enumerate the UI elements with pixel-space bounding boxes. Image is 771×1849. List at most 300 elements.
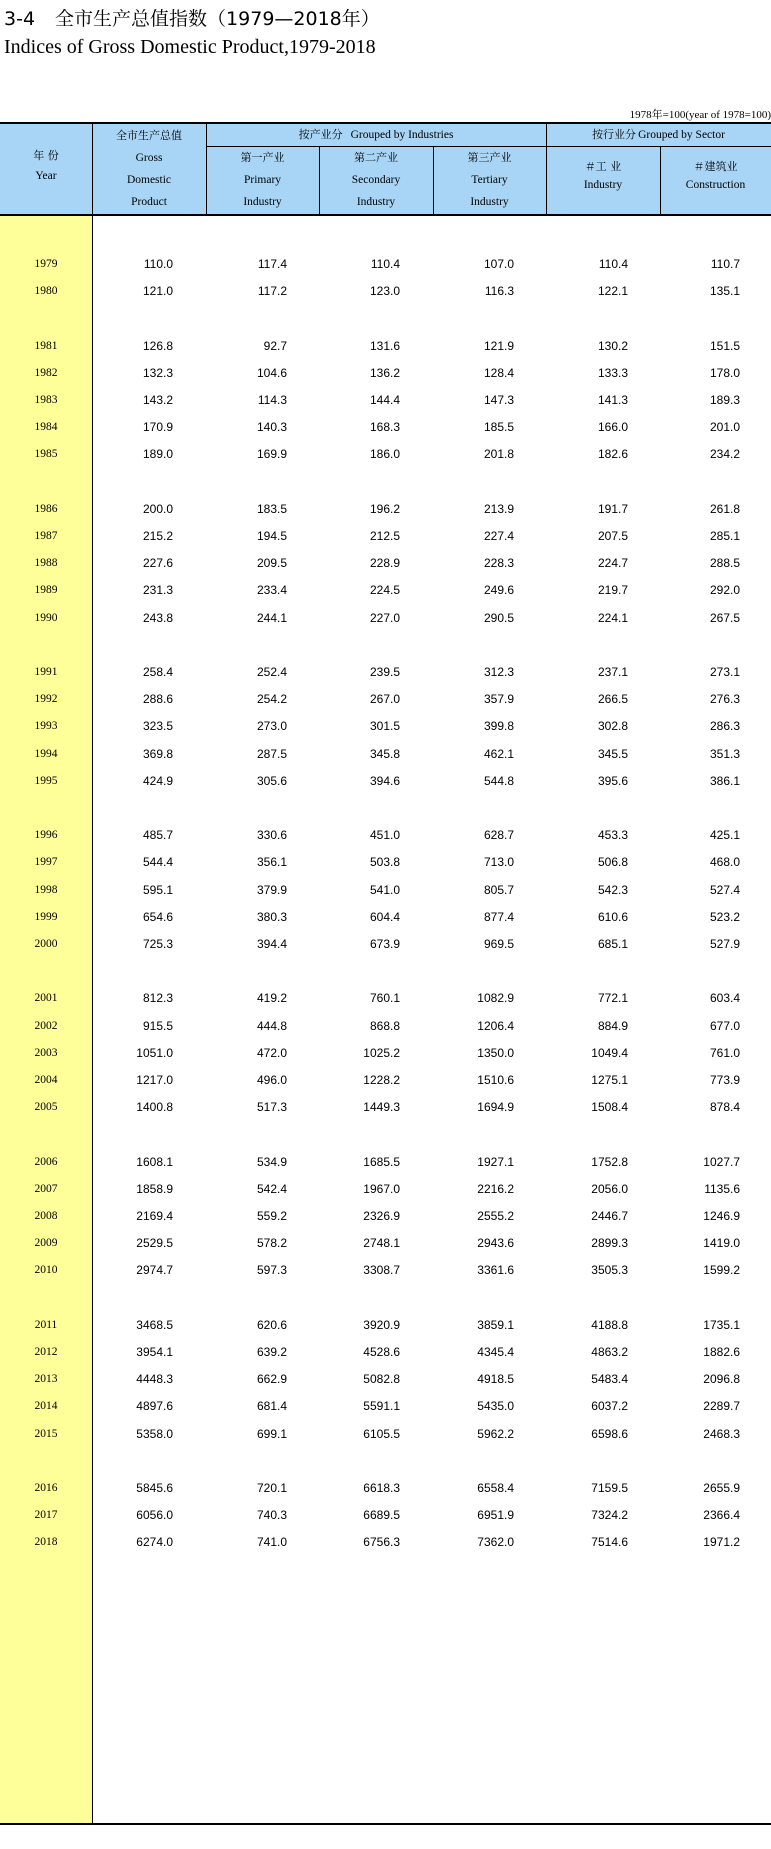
- value-cell: 772.1: [597, 991, 628, 1006]
- value-cell: 1049.4: [591, 1045, 628, 1060]
- year-cell: 2002: [34, 1019, 58, 1032]
- table-row: [0, 281, 771, 301]
- value-cell: 1510.6: [477, 1073, 514, 1087]
- year-cell: 2005: [34, 1101, 58, 1114]
- value-cell: 662.9: [256, 1372, 287, 1387]
- value-cell: 151.5: [709, 338, 740, 353]
- value-cell: 219.7: [597, 583, 628, 598]
- year-cell: 1995: [34, 774, 58, 787]
- value-cell: 1967.0: [363, 1181, 400, 1196]
- value-cell: 503.8: [369, 855, 400, 870]
- value-cell: 6598.6: [591, 1426, 628, 1441]
- value-cell: 201.8: [483, 447, 514, 462]
- header-group-industries-en: Grouped by Industries: [350, 129, 454, 141]
- year-cell: 1987: [34, 530, 58, 542]
- value-cell: 395.6: [597, 773, 628, 788]
- table-title-cn-text: 全市生产总值指数（1979—2018年）: [55, 8, 380, 30]
- year-cell: 2001: [34, 992, 58, 1005]
- value-cell: 128.4: [483, 365, 514, 380]
- year-cell: 1979: [34, 258, 58, 270]
- value-cell: 110.4: [598, 257, 628, 271]
- value-cell: 121.9: [483, 338, 514, 353]
- table-row: [0, 1043, 771, 1063]
- year-cell: 1988: [34, 557, 58, 570]
- value-cell: 386.1: [709, 773, 740, 788]
- header-gdp-en3: Product: [131, 196, 167, 208]
- value-cell: 2655.9: [703, 1481, 740, 1495]
- value-cell: 485.7: [142, 828, 173, 843]
- table-row: [0, 336, 771, 356]
- value-cell: 234.2: [709, 447, 740, 462]
- value-cell: 604.4: [369, 909, 400, 924]
- value-cell: 1752.8: [591, 1154, 628, 1169]
- value-cell: 425.1: [709, 828, 740, 843]
- value-cell: 542.4: [256, 1181, 287, 1196]
- value-cell: 399.8: [483, 719, 514, 734]
- header-tertiary-en1: Tertiary: [471, 174, 508, 186]
- year-cell: 1985: [34, 448, 58, 461]
- value-cell: 182.6: [597, 447, 628, 462]
- value-cell: 3468.5: [136, 1317, 173, 1332]
- header-group-sector-cn: 按行业分: [592, 128, 637, 141]
- base-year-note: 1978年=100(year of 1978=100): [629, 109, 771, 121]
- value-cell: 1135.6: [704, 1181, 740, 1196]
- value-cell: 1027.7: [703, 1154, 740, 1169]
- year-cell: 2000: [34, 938, 58, 950]
- header-tertiary-en2: Industry: [470, 196, 509, 208]
- value-cell: 191.7: [597, 501, 628, 516]
- value-cell: 252.4: [256, 665, 287, 679]
- value-cell: 1051.0: [136, 1045, 173, 1060]
- value-cell: 761.0: [709, 1045, 740, 1060]
- header-construction-cn: ＃建筑业: [693, 160, 738, 173]
- header-industry-en: Industry: [583, 179, 623, 191]
- value-cell: 812.3: [142, 991, 173, 1006]
- value-cell: 7514.6: [591, 1535, 628, 1550]
- value-cell: 3505.3: [591, 1263, 628, 1278]
- table-row: [0, 580, 771, 600]
- year-cell: 1983: [34, 394, 58, 406]
- value-cell: 878.4: [709, 1100, 740, 1115]
- value-cell: 915.5: [142, 1018, 173, 1033]
- value-cell: 5591.1: [363, 1399, 400, 1414]
- table-row: [0, 934, 771, 954]
- value-cell: 1694.9: [477, 1100, 514, 1115]
- header-secondary: [319, 147, 433, 213]
- year-cell: 1993: [34, 720, 58, 733]
- value-cell: 110.4: [370, 257, 400, 271]
- value-cell: 1685.5: [363, 1154, 400, 1169]
- value-cell: 178.0: [709, 365, 740, 380]
- value-cell: 209.5: [256, 556, 287, 571]
- value-cell: 720.1: [256, 1481, 287, 1495]
- value-cell: 6274.0: [136, 1535, 173, 1550]
- value-cell: 5358.0: [136, 1426, 173, 1441]
- value-cell: 3859.1: [477, 1317, 514, 1332]
- table-row: [0, 852, 771, 872]
- value-cell: 1082.9: [477, 991, 514, 1006]
- value-cell: 141.3: [597, 393, 628, 407]
- table-number: 3-4: [4, 8, 36, 30]
- value-cell: 290.5: [483, 610, 514, 625]
- table-row: [0, 880, 771, 900]
- value-cell: 1025.2: [363, 1045, 400, 1060]
- year-cell: 2003: [34, 1046, 58, 1059]
- table-row: [0, 1342, 771, 1362]
- value-cell: 5845.6: [136, 1481, 173, 1495]
- table-title-chinese: [4, 4, 380, 31]
- value-cell: 394.6: [369, 773, 400, 788]
- value-cell: 213.9: [483, 501, 514, 516]
- value-cell: 305.6: [256, 773, 287, 788]
- year-cell: 1998: [34, 883, 58, 896]
- value-cell: 196.2: [369, 501, 400, 516]
- table-row: [0, 1260, 771, 1280]
- table-row: [0, 1070, 771, 1090]
- header-secondary-cn: 第二产业: [354, 151, 398, 164]
- value-cell: 544.8: [483, 773, 514, 788]
- value-cell: 104.6: [256, 365, 287, 380]
- table-row: [0, 825, 771, 845]
- value-cell: 6689.5: [363, 1508, 400, 1523]
- value-cell: 534.9: [256, 1154, 287, 1169]
- table-row: [0, 1152, 771, 1172]
- value-cell: 2326.9: [363, 1209, 400, 1223]
- value-cell: 699.1: [256, 1426, 287, 1441]
- header-group-industries-cn: 按产业分: [298, 128, 343, 141]
- value-cell: 544.4: [142, 855, 173, 870]
- value-cell: 2529.5: [136, 1236, 173, 1251]
- value-cell: 201.0: [709, 420, 740, 435]
- year-cell: 1991: [34, 666, 58, 678]
- value-cell: 2366.4: [703, 1508, 740, 1523]
- value-cell: 132.3: [142, 365, 173, 380]
- value-cell: 356.1: [256, 855, 287, 870]
- value-cell: 884.9: [597, 1018, 628, 1033]
- table-row: [0, 526, 771, 546]
- value-cell: 200.0: [142, 501, 173, 516]
- value-cell: 323.5: [142, 719, 173, 734]
- value-cell: 183.5: [256, 501, 287, 516]
- table-row: [0, 1233, 771, 1253]
- table-row: [0, 444, 771, 464]
- value-cell: 267.0: [369, 692, 400, 707]
- value-cell: 2056.0: [591, 1181, 628, 1196]
- value-cell: 287.5: [256, 746, 287, 761]
- value-cell: 1971.2: [703, 1535, 740, 1550]
- value-cell: 639.2: [256, 1345, 287, 1359]
- value-cell: 288.6: [142, 692, 173, 707]
- year-cell: 2016: [34, 1482, 58, 1494]
- year-cell: 2014: [34, 1400, 58, 1413]
- value-cell: 224.1: [597, 610, 628, 625]
- value-cell: 805.7: [483, 882, 514, 897]
- value-cell: 144.4: [369, 393, 400, 407]
- value-cell: 620.6: [256, 1317, 287, 1332]
- value-cell: 330.6: [256, 828, 287, 843]
- value-cell: 542.3: [597, 882, 628, 897]
- value-cell: 117.4: [257, 257, 287, 271]
- value-cell: 1217.0: [136, 1073, 173, 1087]
- year-cell: 2010: [34, 1264, 58, 1277]
- value-cell: 5082.8: [363, 1372, 400, 1387]
- year-cell: 1990: [34, 611, 58, 624]
- value-cell: 170.9: [142, 420, 173, 435]
- value-cell: 2748.1: [363, 1236, 400, 1251]
- value-cell: 2289.7: [703, 1399, 740, 1414]
- year-cell: 1981: [34, 339, 58, 352]
- value-cell: 969.5: [483, 937, 514, 951]
- value-cell: 258.4: [142, 665, 173, 679]
- value-cell: 472.0: [256, 1045, 287, 1060]
- table-row: [0, 1206, 771, 1226]
- value-cell: 7362.0: [477, 1535, 514, 1550]
- value-cell: 468.0: [709, 855, 740, 870]
- value-cell: 140.3: [256, 420, 287, 435]
- value-cell: 228.3: [483, 556, 514, 571]
- value-cell: 740.3: [256, 1508, 287, 1523]
- value-cell: 773.9: [709, 1073, 740, 1087]
- value-cell: 1508.4: [591, 1100, 628, 1115]
- value-cell: 185.5: [483, 420, 514, 435]
- table-row: [0, 1016, 771, 1036]
- value-cell: 2446.7: [591, 1209, 628, 1223]
- year-cell: 2008: [34, 1210, 58, 1222]
- header-bottom-rule: [0, 214, 771, 216]
- value-cell: 5962.2: [477, 1426, 514, 1441]
- value-cell: 453.3: [597, 828, 628, 843]
- value-cell: 760.1: [369, 991, 400, 1006]
- value-cell: 628.7: [483, 828, 514, 843]
- header-gdp: [92, 125, 206, 213]
- value-cell: 110.7: [710, 257, 740, 271]
- value-cell: 244.1: [256, 610, 287, 625]
- year-cell: 2006: [34, 1155, 58, 1168]
- value-cell: 357.9: [483, 692, 514, 707]
- value-cell: 462.1: [483, 746, 514, 761]
- value-cell: 239.5: [369, 665, 400, 679]
- table-row: [0, 390, 771, 410]
- value-cell: 578.2: [256, 1236, 287, 1251]
- value-cell: 1419.0: [703, 1236, 740, 1251]
- value-cell: 273.1: [709, 665, 740, 679]
- value-cell: 394.4: [256, 937, 287, 951]
- year-cell: 1982: [34, 366, 58, 379]
- year-cell: 2009: [34, 1237, 58, 1250]
- year-cell: 2013: [34, 1373, 58, 1386]
- value-cell: 877.4: [483, 909, 514, 924]
- value-cell: 212.5: [369, 529, 400, 543]
- value-cell: 227.6: [142, 556, 173, 571]
- header-tertiary: [433, 147, 546, 213]
- value-cell: 4345.4: [477, 1345, 514, 1359]
- value-cell: 741.0: [256, 1535, 287, 1550]
- header-group-sector-en: Grouped by Sector: [638, 129, 725, 141]
- value-cell: 266.5: [597, 692, 628, 707]
- value-cell: 603.4: [709, 991, 740, 1006]
- year-cell: 2004: [34, 1074, 58, 1086]
- value-cell: 369.8: [142, 746, 173, 761]
- value-cell: 351.3: [709, 746, 740, 761]
- value-cell: 1608.1: [136, 1154, 173, 1169]
- value-cell: 506.8: [597, 855, 628, 870]
- value-cell: 3954.1: [136, 1345, 173, 1359]
- value-cell: 523.2: [709, 909, 740, 924]
- value-cell: 3308.7: [363, 1263, 400, 1278]
- value-cell: 595.1: [142, 882, 173, 897]
- value-cell: 2468.3: [703, 1426, 740, 1441]
- value-cell: 131.6: [369, 338, 400, 353]
- value-cell: 189.0: [142, 447, 173, 462]
- value-cell: 1599.2: [703, 1263, 740, 1278]
- value-cell: 2899.3: [591, 1236, 628, 1251]
- value-cell: 2555.2: [477, 1209, 514, 1223]
- table-row: [0, 1478, 771, 1498]
- value-cell: 4918.5: [477, 1372, 514, 1387]
- value-cell: 5483.4: [591, 1372, 628, 1387]
- year-cell: 1984: [34, 421, 58, 434]
- value-cell: 169.9: [256, 447, 287, 462]
- value-cell: 273.0: [256, 719, 287, 734]
- value-cell: 713.0: [483, 855, 514, 870]
- value-cell: 380.3: [256, 909, 287, 924]
- value-cell: 345.5: [597, 746, 628, 761]
- table-row: [0, 689, 771, 709]
- value-cell: 301.5: [369, 719, 400, 734]
- value-cell: 6618.3: [363, 1481, 400, 1495]
- year-cell: 1986: [34, 502, 58, 515]
- value-cell: 5435.0: [477, 1399, 514, 1414]
- value-cell: 2974.7: [136, 1263, 173, 1278]
- value-cell: 379.9: [256, 882, 287, 897]
- value-cell: 227.0: [369, 610, 400, 625]
- value-cell: 231.3: [142, 583, 173, 598]
- value-cell: 654.6: [142, 909, 173, 924]
- table-row: [0, 417, 771, 437]
- header-year-cn: 年 份: [33, 149, 59, 162]
- value-cell: 419.2: [256, 991, 287, 1006]
- value-cell: 2096.8: [703, 1372, 740, 1387]
- value-cell: 261.8: [709, 501, 740, 516]
- value-cell: 110.0: [143, 257, 173, 271]
- value-cell: 1275.1: [591, 1073, 628, 1087]
- value-cell: 116.3: [484, 284, 514, 299]
- value-cell: 7159.5: [591, 1481, 628, 1495]
- header-primary-en1: Primary: [243, 174, 282, 186]
- value-cell: 194.5: [256, 529, 287, 543]
- header-group-industries: [206, 124, 546, 146]
- table-row: [0, 716, 771, 736]
- value-cell: 4863.2: [591, 1345, 628, 1359]
- year-cell: 1992: [34, 693, 58, 706]
- table-row: [0, 988, 771, 1008]
- value-cell: 186.0: [369, 447, 400, 462]
- table-row: [0, 1396, 771, 1416]
- value-cell: 868.8: [369, 1018, 400, 1033]
- value-cell: 6105.5: [363, 1426, 400, 1441]
- value-cell: 4897.6: [136, 1399, 173, 1414]
- year-cell: 2018: [34, 1536, 58, 1549]
- table-row: [0, 1369, 771, 1389]
- year-cell: 1997: [34, 856, 58, 869]
- year-cell: 2007: [34, 1182, 58, 1195]
- value-cell: 2216.2: [477, 1181, 514, 1196]
- value-cell: 685.1: [597, 937, 628, 951]
- value-cell: 1246.9: [703, 1209, 740, 1223]
- value-cell: 233.4: [256, 583, 287, 598]
- value-cell: 6951.9: [477, 1508, 514, 1523]
- value-cell: 559.2: [256, 1209, 287, 1223]
- value-cell: 1206.4: [477, 1018, 514, 1033]
- table-row: [0, 1315, 771, 1335]
- value-cell: 610.6: [597, 909, 628, 924]
- value-cell: 122.1: [597, 284, 628, 299]
- value-cell: 133.3: [597, 365, 628, 380]
- table-row: [0, 907, 771, 927]
- value-cell: 527.4: [709, 882, 740, 897]
- value-cell: 288.5: [709, 556, 740, 571]
- header-secondary-en1: Secondary: [351, 174, 401, 186]
- value-cell: 2943.6: [477, 1236, 514, 1251]
- value-cell: 451.0: [369, 828, 400, 843]
- value-cell: 292.0: [709, 583, 740, 598]
- header-tertiary-cn: 第三产业: [467, 151, 512, 164]
- header-construction-en: Construction: [685, 179, 746, 191]
- value-cell: 4448.3: [136, 1372, 173, 1387]
- value-cell: 681.4: [256, 1399, 287, 1414]
- value-cell: 121.0: [142, 284, 173, 299]
- value-cell: 597.3: [256, 1263, 287, 1278]
- table-row: [0, 363, 771, 383]
- year-cell: 1999: [34, 910, 58, 923]
- header-gdp-en1: Gross: [135, 152, 163, 164]
- value-cell: 1858.9: [136, 1181, 173, 1196]
- table-title-english: Indices of Gross Domestic Product,1979-2018: [4, 36, 376, 58]
- value-cell: 117.2: [257, 284, 287, 299]
- value-cell: 143.2: [142, 393, 173, 407]
- table-row: [0, 771, 771, 791]
- value-cell: 136.2: [369, 365, 400, 380]
- gdp-index-table: [0, 122, 771, 1825]
- value-cell: 207.5: [597, 529, 628, 543]
- header-gdp-cn: 全市生产总值: [116, 129, 182, 142]
- value-cell: 6756.3: [363, 1535, 400, 1550]
- value-cell: 1350.0: [477, 1045, 514, 1060]
- value-cell: 228.9: [369, 556, 400, 571]
- value-cell: 107.0: [483, 257, 514, 271]
- value-cell: 126.8: [142, 338, 173, 353]
- header-secondary-en2: Industry: [356, 196, 396, 208]
- table-row: [0, 499, 771, 519]
- table-row: [0, 1097, 771, 1117]
- value-cell: 444.8: [256, 1018, 287, 1033]
- value-cell: 189.3: [709, 393, 740, 407]
- header-industry: [546, 158, 660, 194]
- table-row: [0, 744, 771, 764]
- value-cell: 4188.8: [591, 1317, 628, 1332]
- value-cell: 237.1: [597, 665, 628, 679]
- value-cell: 276.3: [709, 692, 740, 707]
- table-row: [0, 1424, 771, 1444]
- value-cell: 302.8: [597, 719, 628, 734]
- value-cell: 227.4: [483, 529, 514, 543]
- header-gdp-en2: Domestic: [126, 174, 172, 186]
- value-cell: 677.0: [709, 1018, 740, 1033]
- value-cell: 1449.3: [363, 1100, 400, 1115]
- value-cell: 1882.6: [703, 1345, 740, 1359]
- header-group-sector: [546, 124, 771, 146]
- value-cell: 2169.4: [136, 1209, 173, 1223]
